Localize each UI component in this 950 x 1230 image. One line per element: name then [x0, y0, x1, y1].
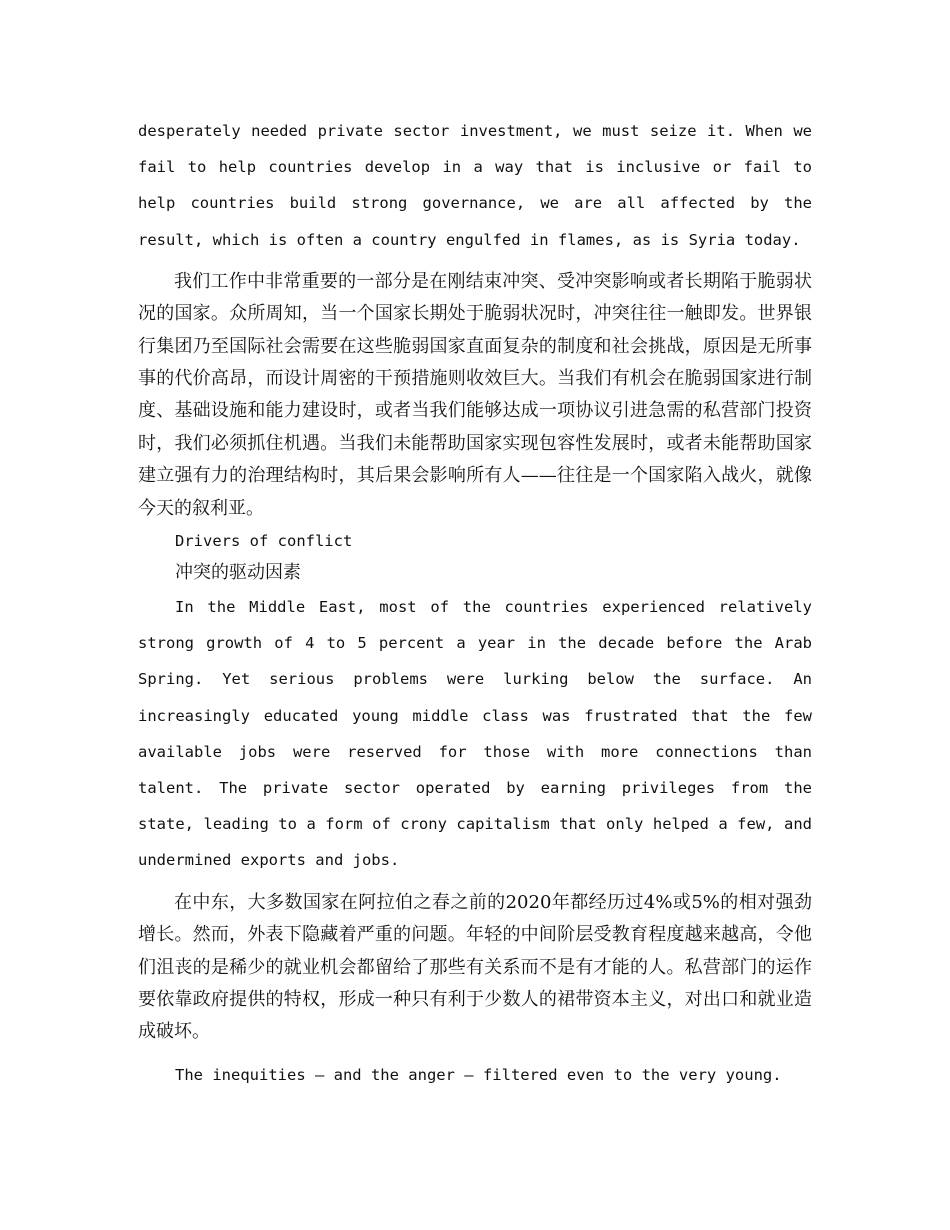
paragraph-en-continuation: desperately needed private sector investment, we must seize it. When we fail to help countries develop in a way that is inclusive or fail to help countries build strong governance, we are all affected by the result, which is often a country engulfed in flames, as is Syria today.: [138, 122, 812, 249]
paragraph-zh-fragile-states: 我们工作中非常重要的一部分是在刚结束冲突、受冲突影响或者长期陷于脆弱状况的国家。众所周知，当一个国家长期处于脆弱状况时，冲突往往一触即发。世界银行集团乃至国际社会需要在这些脆弱国家直面复杂的制度和社会挑战，原因是无所事事的代价高昂，而设计周密的干预措施则收效巨大。当我们有机会在脆弱国家进行制度、基础设施和能力建设时，或者当我们能够达成一项协议引进急需的私营部门投资时，我们必须抓住机遇。当我们未能帮助国家实现包容性发展时，或者未能帮助国家建立强有力的治理结构时，其后果会影响所有人——往往是一个国家陷入战火，就像今天的叙利亚。: [138, 270, 812, 519]
section-heading-zh: 冲突的驱动因素: [175, 562, 301, 584]
paragraph-en-middle-east: In the Middle East, most of the countries experienced relatively strong growth of 4 to 5 percent a year in the decade before the Arab Spring. Yet serious problems were lurking below the surface. An increasingly educated young middle class was frustrated that the few available jobs were reserved for those with more connections than talent. The private sector operated by earning privileges from the state, leading to a form of crony capitalism that only helped a few, and undermined exports and jobs.: [138, 598, 812, 870]
section-heading-en: Drivers of conflict: [175, 532, 353, 551]
document-body: [138, 113, 812, 1093]
paragraph-en-inequities: The inequities – and the anger – filtered even to the very young.: [175, 1065, 782, 1084]
paragraph-zh-middle-east: 在中东，大多数国家在阿拉伯之春之前的2020年都经历过4%或5%的相对强劲增长。然而，外表下隐藏着严重的问题。年轻的中间阶层受教育程度越来越高，令他们沮丧的是稀少的就业机会都留给了那些有关系而不是有才能的人。私营部门的运作要依靠政府提供的特权，形成一种只有利于少数人的裙带资本主义，对出口和就业造成破坏。: [138, 891, 812, 1043]
